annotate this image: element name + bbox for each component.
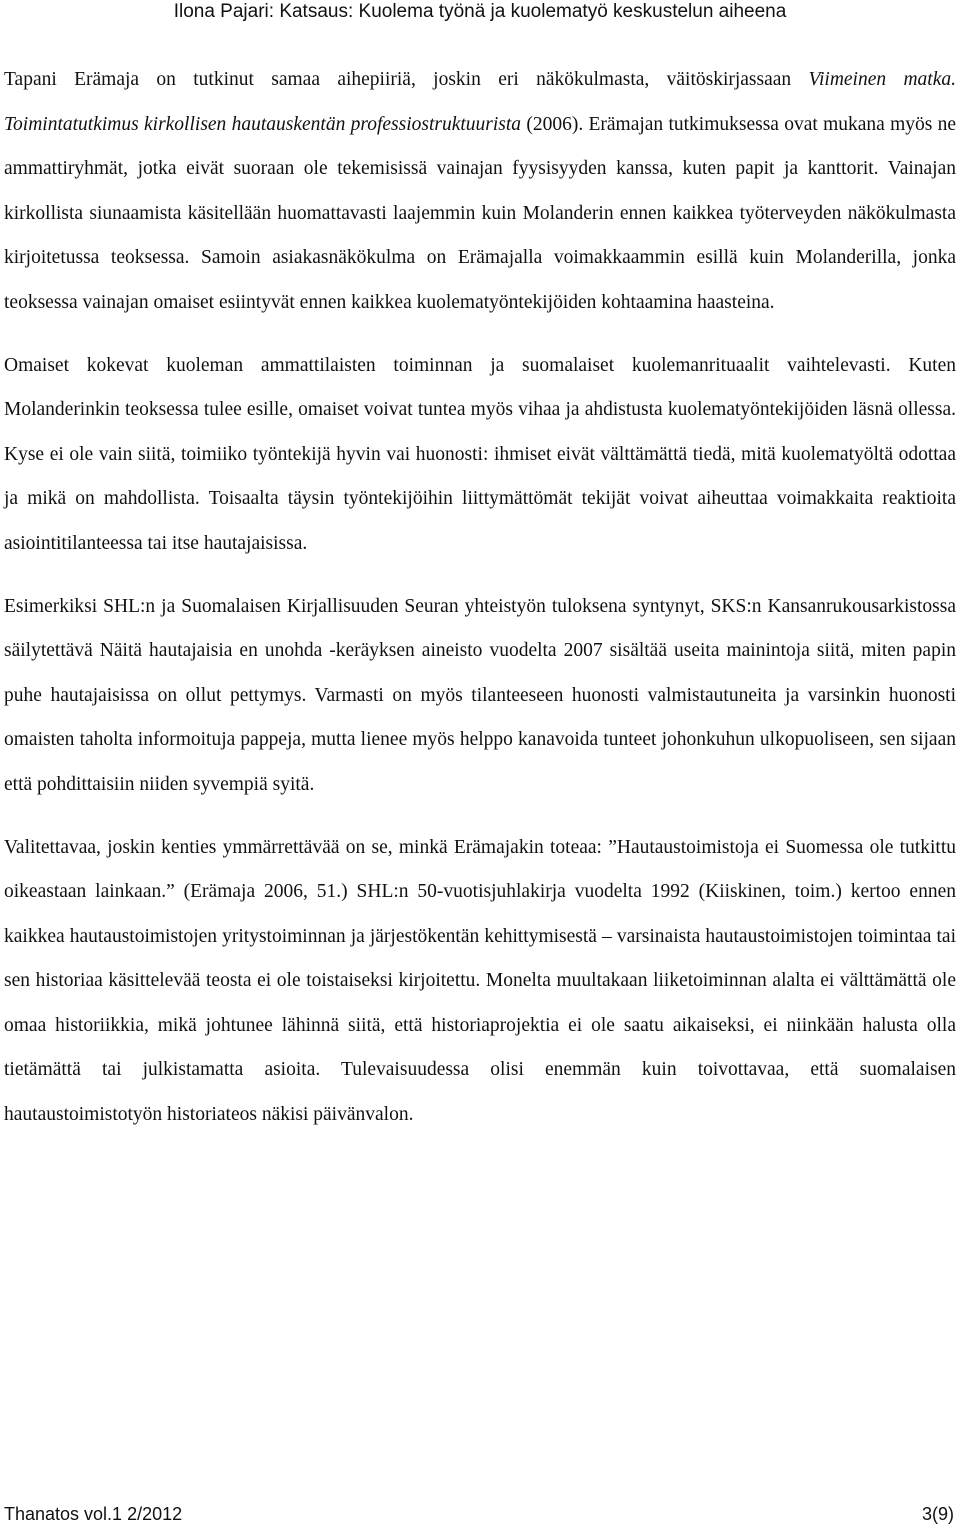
paragraph-2: Omaiset kokevat kuoleman ammattilaisten toiminnan ja suomalaiset kuolemanrituaalit vaihtelevasti. Kuten Molanderinkin teoksessa tulee esille, omaiset voivat tuntea myös vihaa ja ahdistusta kuolematyöntekijöiden läsnä ollessa. Kyse ei ole vain siitä, toimiiko työntekijä hyvin vai huonosti: ihmiset eivät välttämättä tiedä, mitä kuolematyöltä odottaa ja mikä on mahdollista. Toisaalta täysin työntekijöihin liittymättömät tekijät voivat aiheuttaa voimakkaita reaktioita asiointitilanteessa tai itse hautajaisissa. [4,354,956,554]
paragraph-3: Esimerkiksi SHL:n ja Suomalaisen Kirjallisuuden Seuran yhteistyön tuloksena syntynyt, SKS:n Kansanrukousarkistossa säilytettävä Näitä hautajaisia en unohda -keräyksen aineisto vuodelta 2007 sisältää useita mainintoja siitä, miten papin puhe hautajaisissa on ollut pettymys. Varmasti on myös tilanteeseen huonosti valmistautuneita ja varsinkin huonosti omaisten taholta informoituja pappeja, mutta lienee myös helppo kanavoida tunteet johonkuhun ulkopuoliseen, sen sijaan että pohdittaisiin niiden syvempiä syitä. [4,595,956,795]
paragraph-4: Valitettavaa, joskin kenties ymmärrettävää on se, minkä Erämajakin toteaa: ”Hautaustoimistoja ei Suomessa ole tutkittu oikeastaan lainkaan.” (Erämaja 2006, 51.) SHL:n 50-vuotisjuhlakirja vuodelta 1992 (Kiiskinen, toim.) kertoo ennen kaikkea hautaustoimistojen yritystoiminnan ja järjestökentän kehittymisestä – varsinaista hautaustoimistojen toimintaa tai sen historiaa käsittelevää teosta ei ole toistaiseksi kirjoitettu. Monelta muultakaan liiketoiminnan alalta ei välttämättä ole omaa historiikkia, mikä johtunee lähinnä siitä, että historiaprojektia ei ole saatu aikaiseksi, ei niinkään halusta olla tietämättä tai julkistamatta asioita. Tulevaisuudessa olisi enemmän kuin toivottavaa, että suomalaisen hautaustoimistotyön historiateos näkisi päivänvalon. [4,836,956,1126]
paragraph-1 [4,58,956,326]
book-title: Viimeinen matka. Toimintatutkimus kirkollisen hautauskentän professiostruktuurista [4,69,956,135]
page-footer [4,1502,954,1528]
running-header [0,0,960,28]
running-title: Ilona Pajari: Katsaus: Kuolema työnä ja kuolematyö keskustelun aiheena [173,1,787,22]
footer-page-number: 3(9) [921,1504,954,1524]
paragraph-1-rest: (2006). Erämajan tutkimuksessa ovat mukana myös ne ammattiryhmät, jotka eivät suoraan ole tekemisissä vainajan fyysisyyden kanssa, kuten papit ja kanttorit. Vainajan kirkollista siunaamista käsitellään huomattavasti laajemmin kuin Molanderin ennen kaikkea työterveyden näkökulmasta kirjoitetussa teoksessa. Samoin asiakasnäkökulma on Erämajalla voimakkaammin esillä kuin Molanderilla, jonka teoksessa vainajan omaiset esiintyvät ennen kaikkea kuolematyöntekijöiden kohtaamina haasteina. [4,113,957,313]
footer-journal: Thanatos vol.1 2/2012 [4,1504,183,1524]
article-body [4,58,956,1156]
paragraph-1-intro: Tapani Erämaja on tutkinut samaa aihepiiriä, joskin eri näkökulmasta, väitöskirjassaan [4,69,809,90]
